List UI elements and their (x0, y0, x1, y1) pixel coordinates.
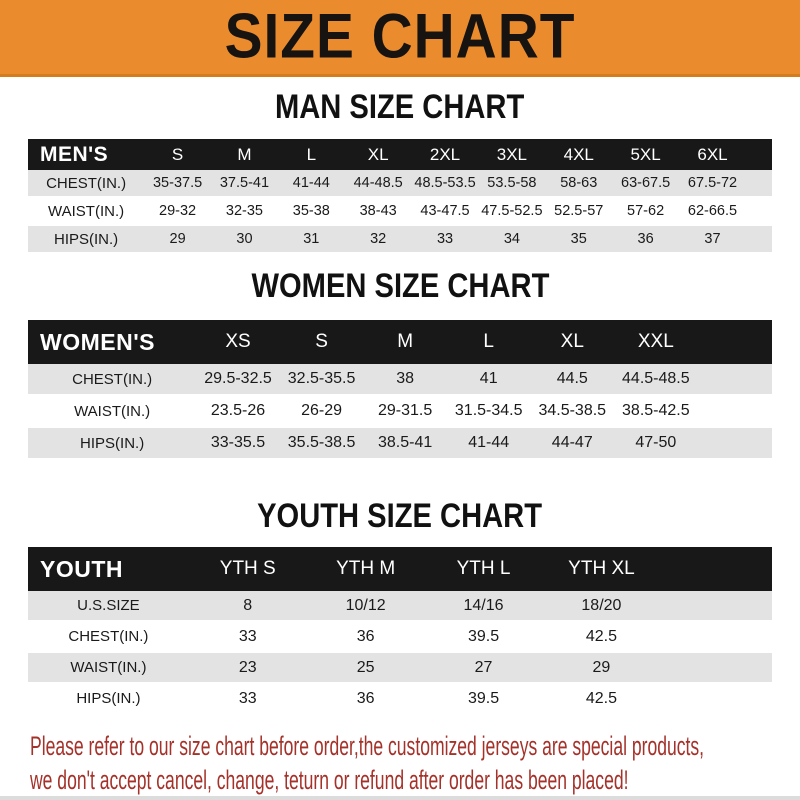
men-row-waist-in (28, 197, 772, 225)
men-row-label-waist-in: WAIST(IN.) (28, 197, 144, 225)
order-note (30, 729, 800, 797)
men-header-label: MEN'S (28, 139, 144, 170)
men-size-table (28, 139, 772, 254)
youth-chest-in-yth-xl: 42.5 (542, 621, 660, 652)
men-col-3xl: 3XL (478, 139, 545, 170)
men-waist-in-s: 29-32 (144, 197, 211, 225)
men-chest-in-xl: 44-48.5 (345, 170, 412, 197)
men-waist-in-m: 32-35 (211, 197, 278, 225)
women-row-slack-waist-in (698, 395, 772, 427)
youth-hips-in-yth-l: 39.5 (425, 683, 543, 714)
bottom-edge-strip (0, 796, 800, 800)
men-chest-in-2xl: 48.5-53.5 (412, 170, 479, 197)
youth-col-yth-xl: YTH XL (542, 547, 660, 591)
youth-col-yth-s: YTH S (189, 547, 307, 591)
youth-chest-in-yth-s: 33 (189, 621, 307, 652)
youth-row-slack-u-s-size (660, 591, 772, 621)
men-col-4xl: 4XL (545, 139, 612, 170)
women-col-s: S (280, 320, 364, 364)
youth-section-heading-text: YOUTH SIZE CHART (257, 495, 543, 536)
women-row-label-waist-in: WAIST(IN.) (28, 395, 196, 427)
men-hips-in-2xl: 33 (412, 225, 479, 253)
men-col-l: L (278, 139, 345, 170)
men-section-heading-text: MAN SIZE CHART (275, 86, 525, 127)
youth-row-chest-in (28, 621, 772, 652)
women-header-slack (698, 320, 772, 364)
youth-row-label-hips-in: HIPS(IN.) (28, 683, 189, 714)
men-chest-in-3xl: 53.5-58 (478, 170, 545, 197)
women-section-heading-text: WOMEN SIZE CHART (251, 265, 549, 306)
youth-waist-in-yth-s: 23 (189, 652, 307, 683)
women-chest-in-s: 32.5-35.5 (280, 364, 364, 395)
men-header-row (28, 139, 772, 170)
youth-u-s-size-yth-l: 14/16 (425, 591, 543, 621)
youth-u-s-size-yth-s: 8 (189, 591, 307, 621)
youth-header-row (28, 547, 772, 591)
youth-header-label: YOUTH (28, 547, 189, 591)
men-hips-in-4xl: 35 (545, 225, 612, 253)
youth-row-slack-waist-in (660, 652, 772, 683)
women-col-xl: XL (530, 320, 614, 364)
note-line-2: we don't accept cancel, change, teturn or refund after order has been placed! (30, 765, 629, 795)
women-header-label: WOMEN'S (28, 320, 196, 364)
women-row-chest-in (28, 364, 772, 395)
women-size-table (28, 320, 772, 460)
men-waist-in-4xl: 52.5-57 (545, 197, 612, 225)
women-row-hips-in (28, 427, 772, 459)
women-col-l: L (447, 320, 531, 364)
men-col-s: S (144, 139, 211, 170)
women-section-heading (28, 265, 772, 306)
youth-waist-in-yth-xl: 29 (542, 652, 660, 683)
youth-row-slack-chest-in (660, 621, 772, 652)
men-header-slack (746, 139, 772, 170)
men-waist-in-6xl: 62-66.5 (679, 197, 746, 225)
youth-size-chart-section (28, 495, 772, 715)
youth-hips-in-yth-xl: 42.5 (542, 683, 660, 714)
youth-chest-in-yth-m: 36 (307, 621, 425, 652)
men-row-slack-chest-in (746, 170, 772, 197)
men-waist-in-5xl: 57-62 (612, 197, 679, 225)
women-hips-in-xl: 44-47 (530, 427, 614, 459)
men-row-slack-hips-in (746, 225, 772, 253)
size-chart-banner (0, 0, 800, 77)
men-section-heading (28, 86, 772, 127)
women-row-label-hips-in: HIPS(IN.) (28, 427, 196, 459)
men-chest-in-s: 35-37.5 (144, 170, 211, 197)
men-chest-in-l: 41-44 (278, 170, 345, 197)
women-row-waist-in (28, 395, 772, 427)
women-row-label-chest-in: CHEST(IN.) (28, 364, 196, 395)
men-row-label-chest-in: CHEST(IN.) (28, 170, 144, 197)
men-waist-in-l: 35-38 (278, 197, 345, 225)
women-header-row (28, 320, 772, 364)
youth-hips-in-yth-m: 36 (307, 683, 425, 714)
men-col-m: M (211, 139, 278, 170)
youth-row-waist-in (28, 652, 772, 683)
youth-row-label-u-s-size: U.S.SIZE (28, 591, 189, 621)
youth-header-slack (660, 547, 772, 591)
youth-col-yth-m: YTH M (307, 547, 425, 591)
men-waist-in-xl: 38-43 (345, 197, 412, 225)
women-chest-in-m: 38 (363, 364, 447, 395)
youth-u-s-size-yth-m: 10/12 (307, 591, 425, 621)
women-row-slack-hips-in (698, 427, 772, 459)
women-chest-in-xl: 44.5 (530, 364, 614, 395)
men-hips-in-l: 31 (278, 225, 345, 253)
women-col-m: M (363, 320, 447, 364)
women-chest-in-xs: 29.5-32.5 (196, 364, 280, 395)
youth-col-yth-l: YTH L (425, 547, 543, 591)
youth-row-u-s-size (28, 591, 772, 621)
women-hips-in-l: 41-44 (447, 427, 531, 459)
men-hips-in-xl: 32 (345, 225, 412, 253)
men-hips-in-s: 29 (144, 225, 211, 253)
men-hips-in-3xl: 34 (478, 225, 545, 253)
note-line-1: Please refer to our size chart before order,the customized jerseys are special products, (30, 731, 705, 761)
men-hips-in-6xl: 37 (679, 225, 746, 253)
women-chest-in-xxl: 44.5-48.5 (614, 364, 698, 395)
youth-size-table (28, 547, 772, 715)
women-waist-in-xxl: 38.5-42.5 (614, 395, 698, 427)
men-col-5xl: 5XL (612, 139, 679, 170)
youth-row-label-chest-in: CHEST(IN.) (28, 621, 189, 652)
men-col-2xl: 2XL (412, 139, 479, 170)
banner-title: SIZE CHART (224, 1, 576, 72)
women-hips-in-xxl: 47-50 (614, 427, 698, 459)
youth-hips-in-yth-s: 33 (189, 683, 307, 714)
men-chest-in-6xl: 67.5-72 (679, 170, 746, 197)
youth-row-slack-hips-in (660, 683, 772, 714)
men-row-label-hips-in: HIPS(IN.) (28, 225, 144, 253)
men-col-6xl: 6XL (679, 139, 746, 170)
men-waist-in-2xl: 43-47.5 (412, 197, 479, 225)
women-size-chart-section (28, 265, 772, 460)
men-row-hips-in (28, 225, 772, 253)
women-waist-in-xl: 34.5-38.5 (530, 395, 614, 427)
women-waist-in-l: 31.5-34.5 (447, 395, 531, 427)
youth-row-hips-in (28, 683, 772, 714)
women-waist-in-s: 26-29 (280, 395, 364, 427)
women-hips-in-s: 35.5-38.5 (280, 427, 364, 459)
men-size-chart-section (28, 86, 772, 254)
women-hips-in-xs: 33-35.5 (196, 427, 280, 459)
women-chest-in-l: 41 (447, 364, 531, 395)
women-waist-in-xs: 23.5-26 (196, 395, 280, 427)
men-waist-in-3xl: 47.5-52.5 (478, 197, 545, 225)
youth-row-label-waist-in: WAIST(IN.) (28, 652, 189, 683)
women-row-slack-chest-in (698, 364, 772, 395)
women-waist-in-m: 29-31.5 (363, 395, 447, 427)
women-col-xxl: XXL (614, 320, 698, 364)
men-col-xl: XL (345, 139, 412, 170)
youth-section-heading (28, 495, 772, 536)
women-hips-in-m: 38.5-41 (363, 427, 447, 459)
men-hips-in-m: 30 (211, 225, 278, 253)
women-col-xs: XS (196, 320, 280, 364)
youth-chest-in-yth-l: 39.5 (425, 621, 543, 652)
men-row-slack-waist-in (746, 197, 772, 225)
youth-u-s-size-yth-xl: 18/20 (542, 591, 660, 621)
men-hips-in-5xl: 36 (612, 225, 679, 253)
men-row-chest-in (28, 170, 772, 197)
youth-waist-in-yth-m: 25 (307, 652, 425, 683)
men-chest-in-m: 37.5-41 (211, 170, 278, 197)
youth-waist-in-yth-l: 27 (425, 652, 543, 683)
men-chest-in-4xl: 58-63 (545, 170, 612, 197)
men-chest-in-5xl: 63-67.5 (612, 170, 679, 197)
